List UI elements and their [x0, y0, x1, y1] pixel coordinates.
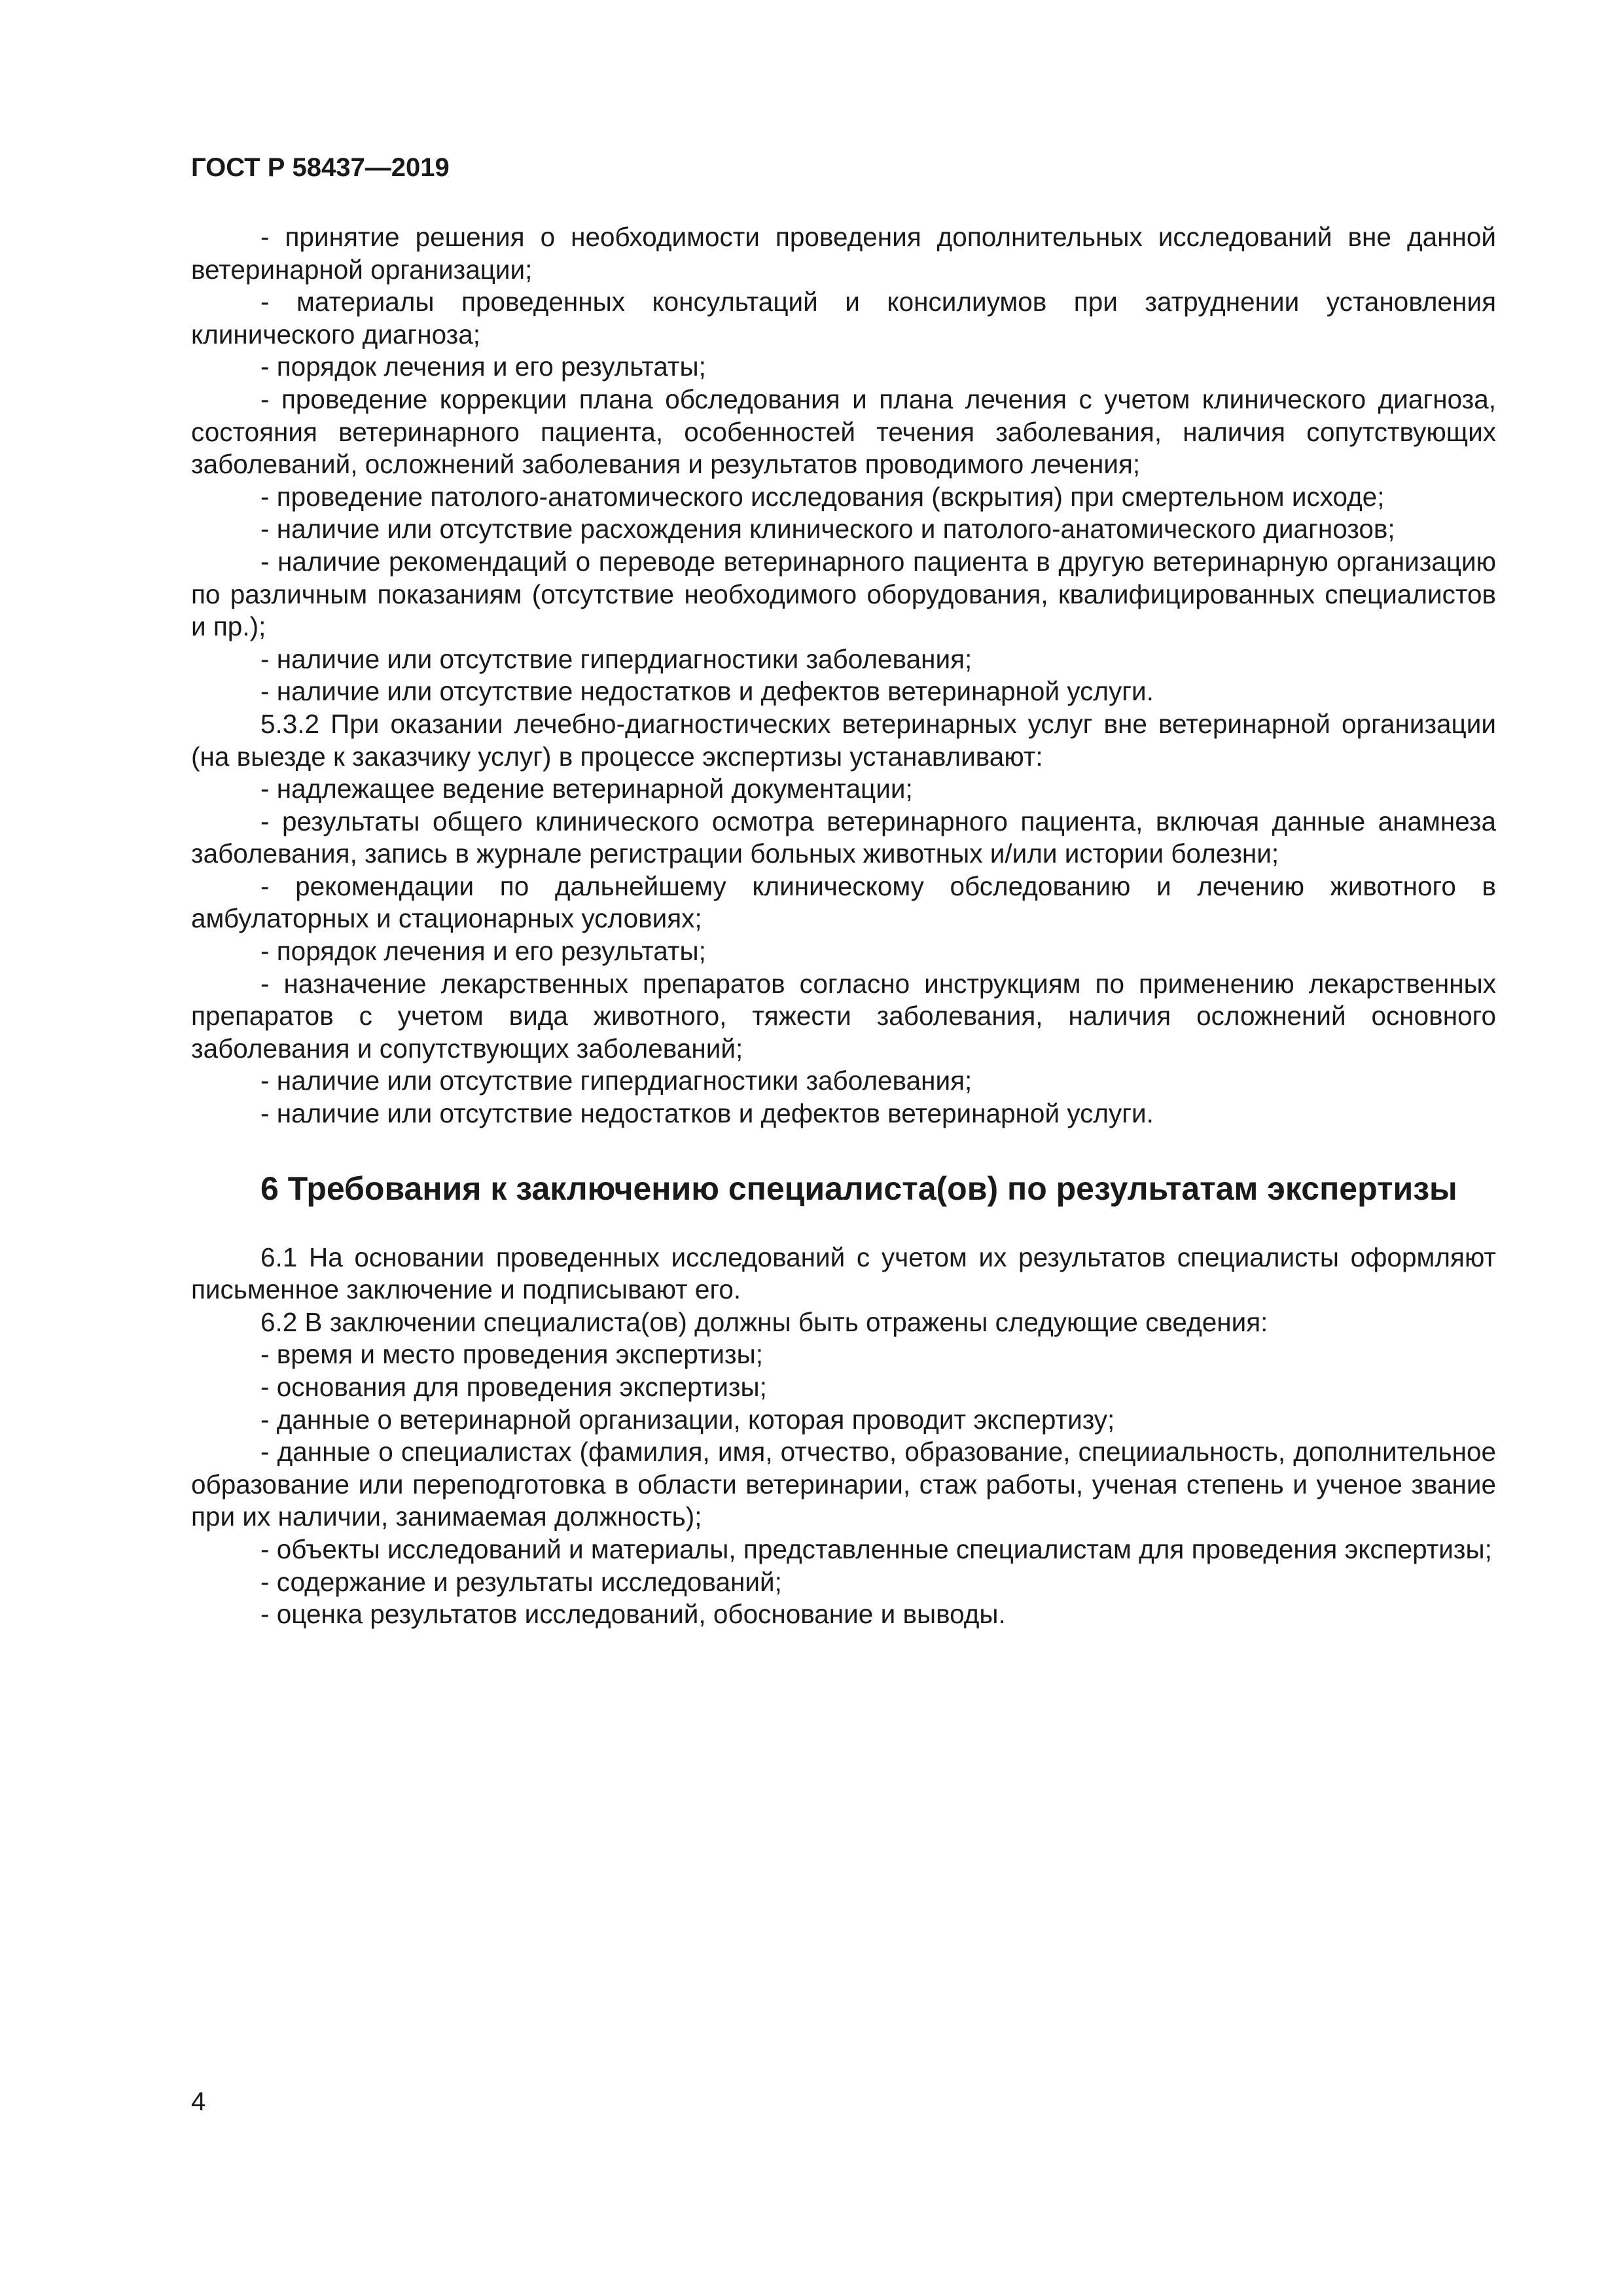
- list-item: - результаты общего клинического осмотра ветеринарного пациента, включая данные анамнеза заболевания, запись в журнале регистрации больных животных и/или истории болезни;: [191, 806, 1496, 869]
- list-item: - порядок лечения и его результаты;: [260, 351, 706, 382]
- list-item: - основания для проведения экспертизы;: [260, 1372, 767, 1402]
- list-item: - надлежащее ведение ветеринарной документации;: [260, 774, 913, 804]
- list-item: - проведение коррекции плана обследования и плана лечения с учетом клинического диагноза, состояния ветеринарного пациента, особенностей течения заболевания, наличия сопутствующих заболеваний, осложнений заболевания и результатов проводимого лечения;: [191, 384, 1496, 480]
- list-item: - наличие или отсутствие недостатков и дефектов ветеринарной услуги.: [260, 676, 1154, 707]
- list-item: - наличие или отсутствие расхождения клинического и патолого-анатомического диагнозов;: [260, 514, 1395, 545]
- list-item: - объекты исследований и материалы, представленные специалистам для проведения экспертизы;: [260, 1534, 1492, 1564]
- list-item: - наличие или отсутствие гипердиагностики заболевания;: [260, 1066, 972, 1096]
- page-number: 4: [191, 2087, 206, 2116]
- list-item: - время и место проведения экспертизы;: [260, 1339, 763, 1370]
- list-item: - принятие решения о необходимости проведения дополнительных исследований вне данной ветеринарной организации;: [191, 222, 1496, 285]
- list-item: - материалы проведенных консультаций и консилиумов при затруднении установления клинического диагноза;: [191, 287, 1496, 350]
- list-item: - содержание и результаты исследований;: [260, 1566, 782, 1597]
- list-item: - наличие рекомендаций о переводе ветеринарного пациента в другую ветеринарную организацию по различным показаниям (отсутствие необходимого оборудования, квалифицированных специалистов и пр.);: [191, 546, 1496, 642]
- list-item: - наличие или отсутствие гипердиагностики заболевания;: [260, 643, 972, 674]
- clause-5-3-2: 5.3.2 При оказании лечебно-диагностических ветеринарных услуг вне ветеринарной организации (на выезде к заказчику услуг) в процессе экспертизы устанавливают:: [191, 708, 1496, 772]
- list-item: - порядок лечения и его результаты;: [260, 936, 706, 967]
- list-item: - назначение лекарственных препаратов согласно инструкциям по применению лекарственных препаратов с учетом вида животного, тяжести заболевания, наличия осложнений основного заболевания и сопутствующих заболеваний;: [191, 968, 1496, 1064]
- clause-6-1: 6.1 На основании проведенных исследований с учетом их результатов специалисты оформляют письменное заключение и подписывают его.: [191, 1242, 1496, 1305]
- list-item: - рекомендации по дальнейшему клиническому обследованию и лечению животного в амбулаторных и стационарных условиях;: [191, 870, 1496, 934]
- section-6-heading: 6 Требования к заключению специалиста(ов) по результатам экспертизы: [260, 1170, 1457, 1207]
- standard-designation: ГОСТ Р 58437—2019: [191, 153, 450, 182]
- list-item: - оценка результатов исследований, обоснование и выводы.: [260, 1599, 1006, 1630]
- document-body: [191, 221, 1496, 1631]
- list-item: - наличие или отсутствие недостатков и дефектов ветеринарной услуги.: [260, 1098, 1154, 1129]
- list-item: - данные о ветеринарной организации, которая проводит экспертизу;: [260, 1404, 1115, 1435]
- clause-6-2: 6.2 В заключении специалиста(ов) должны быть отражены следующие сведения:: [260, 1306, 1268, 1337]
- list-item: - данные о специалистах (фамилия, имя, отчество, образование, специиальность, дополнительное образование или переподготовка в области ветеринарии, стаж работы, ученая степень и ученое звание при их наличии, занимаемая должность);: [191, 1437, 1496, 1532]
- list-item: - проведение патолого-анатомического исследования (вскрытия) при смертельном исходе;: [260, 481, 1385, 512]
